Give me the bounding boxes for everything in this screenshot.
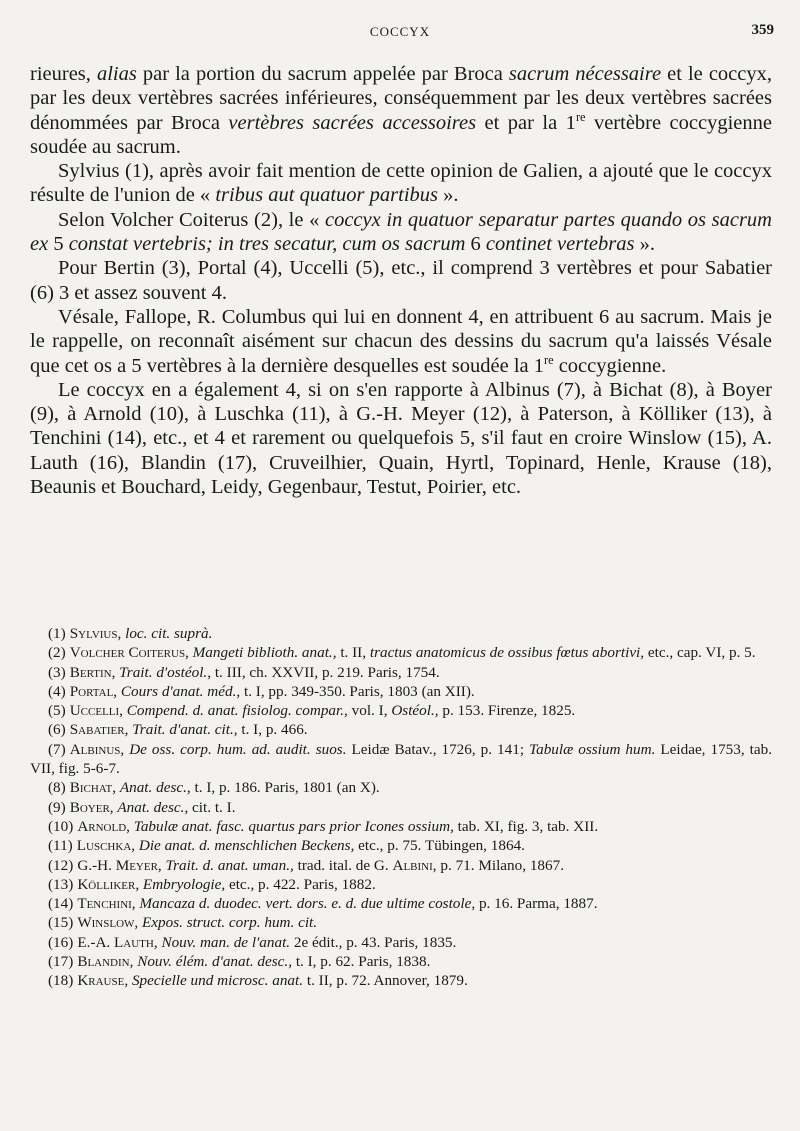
footnote: (13) Kölliker, Embryologie, etc., p. 422. Paris, 1882. xyxy=(48,875,376,893)
running-header: COCCYX xyxy=(369,24,431,39)
footnote: (16) E.-A. Lauth, Nouv. man. de l'anat. 2e édit., p. 43. Paris, 1835. xyxy=(48,933,457,951)
footnotes xyxy=(30,624,772,991)
footnote: (15) Winslow, Expos. struct. corp. hum. cit. xyxy=(48,914,318,932)
footnote: (8) Bichat, Anat. desc., t. I, p. 186. Paris, 1801 (an X). xyxy=(48,779,380,797)
paragraph-1: rieures, alias par la portion du sacrum appelée par Broca sacrum nécessaire et le coccyx, par les deux vertèbres sacrées inférieures, conséquemment par les deux vertèbres sacrées dénommées par Broca vertèbres sacrées accessoires et par la 1re vertèbre coccygienne soudée au sacrum. xyxy=(30,63,773,158)
footnote: (14) Tenchini, Mancaza d. duodec. vert. dors. e. d. due ultime costole, p. 16. Parma, 1887. xyxy=(48,895,598,913)
paragraph-3: Selon Volcher Coiterus (2), le « coccyx in quatuor separatur partes quando os sacrum ex 5 constat vertebris; in tres secatur, cum os sacrum 6 continet vertebras ». xyxy=(30,208,772,256)
footnote: (4) Portal, Cours d'anat. méd., t. I, pp. 349-350. Paris, 1803 (an XII). xyxy=(48,682,475,700)
paragraph-4: Pour Bertin (3), Portal (4), Uccelli (5), etc., il comprend 3 vertèbres et pour Sabatier (6) 3 et assez souvent 4. xyxy=(30,257,772,304)
footnote: (18) Krause, Specielle und microsc. anat. t. II, p. 72. Annover, 1879. xyxy=(48,972,468,990)
footnote: (1) Sylvius, loc. cit. suprà. xyxy=(48,625,213,642)
footnote: (12) G.-H. Meyer, Trait. d. anat. uman., trad. ital. de G. Albini, p. 71. Milano, 1867. xyxy=(48,856,564,874)
footnote: (6) Sabatier, Trait. d'anat. cit., t. I, p. 466. xyxy=(48,721,308,739)
paragraph-2: Sylvius (1), après avoir fait mention de cette opinion de Galien, a ajouté que le coccyx résulte de l'union de « tribus aut quatuor partibus ». xyxy=(30,160,772,207)
footnote: (17) Blandin, Nouv. élém. d'anat. desc., t. I, p. 62. Paris, 1838. xyxy=(48,953,431,971)
footnote: (2) Volcher Coiterus, Mangeti biblioth. anat., t. II, tractus anatomicus de ossibus fœtus abortivi, etc., cap. VI, p. 5. xyxy=(48,644,756,662)
footnote: (11) Luschka, Die anat. d. menschlichen Beckens, etc., p. 75. Tübingen, 1864. xyxy=(48,837,525,855)
footnote: (3) Bertin, Trait. d'ostéol., t. III, ch. XXVII, p. 219. Paris, 1754. xyxy=(48,663,440,681)
body-text xyxy=(30,62,772,499)
page-number: 359 xyxy=(751,22,774,38)
footnote: (10) Arnold, Tabulæ anat. fasc. quartus pars prior Icones ossium, tab. XI, fig. 3, tab. XII. xyxy=(48,817,599,835)
paragraph-5: Vésale, Fallope, R. Columbus qui lui en donnent 4, en attribuent 6 au sacrum. Mais je le rappelle, on reconnaît aisément sur chacun des dessins du sacrum qu'a laissés Vésale que cet os a 5 vertèbres à la dernière desquelles est soudée la 1re coccygienne. xyxy=(30,305,772,377)
footnote: (9) Boyer, Anat. desc., cit. t. I. xyxy=(48,798,236,816)
paragraph-6: Le coccyx en a également 4, si on s'en rapporte à Albinus (7), à Bichat (8), à Boyer (9), à Arnold (10), à Luschka (11), à G.-H. Meyer (12), à Paterson, à Kölliker (13), à Tenchini (14), etc., et 4 et rarement ou quelquefois 5, s'il faut en croire Winslow (15), A. Lauth (16), Blandin (17), Cruveilhier, Quain, Hyrtl, Topinard, Henle, Krause (18), Beaunis et Bouchard, Leidy, Gegenbaur, Testut, Poirier, etc. xyxy=(30,378,772,499)
footnote: (7) Albinus, De oss. corp. hum. ad. audit. suos. Leidæ Batav., 1726, p. 141; Tabulæ ossium hum. Leidae, 1753, tab. VII, fig. 5-6-7. xyxy=(30,740,772,778)
footnote: (5) Uccelli, Compend. d. anat. fisiolog. compar., vol. I, Ostéol., p. 153. Firenze, 1825. xyxy=(48,702,576,720)
